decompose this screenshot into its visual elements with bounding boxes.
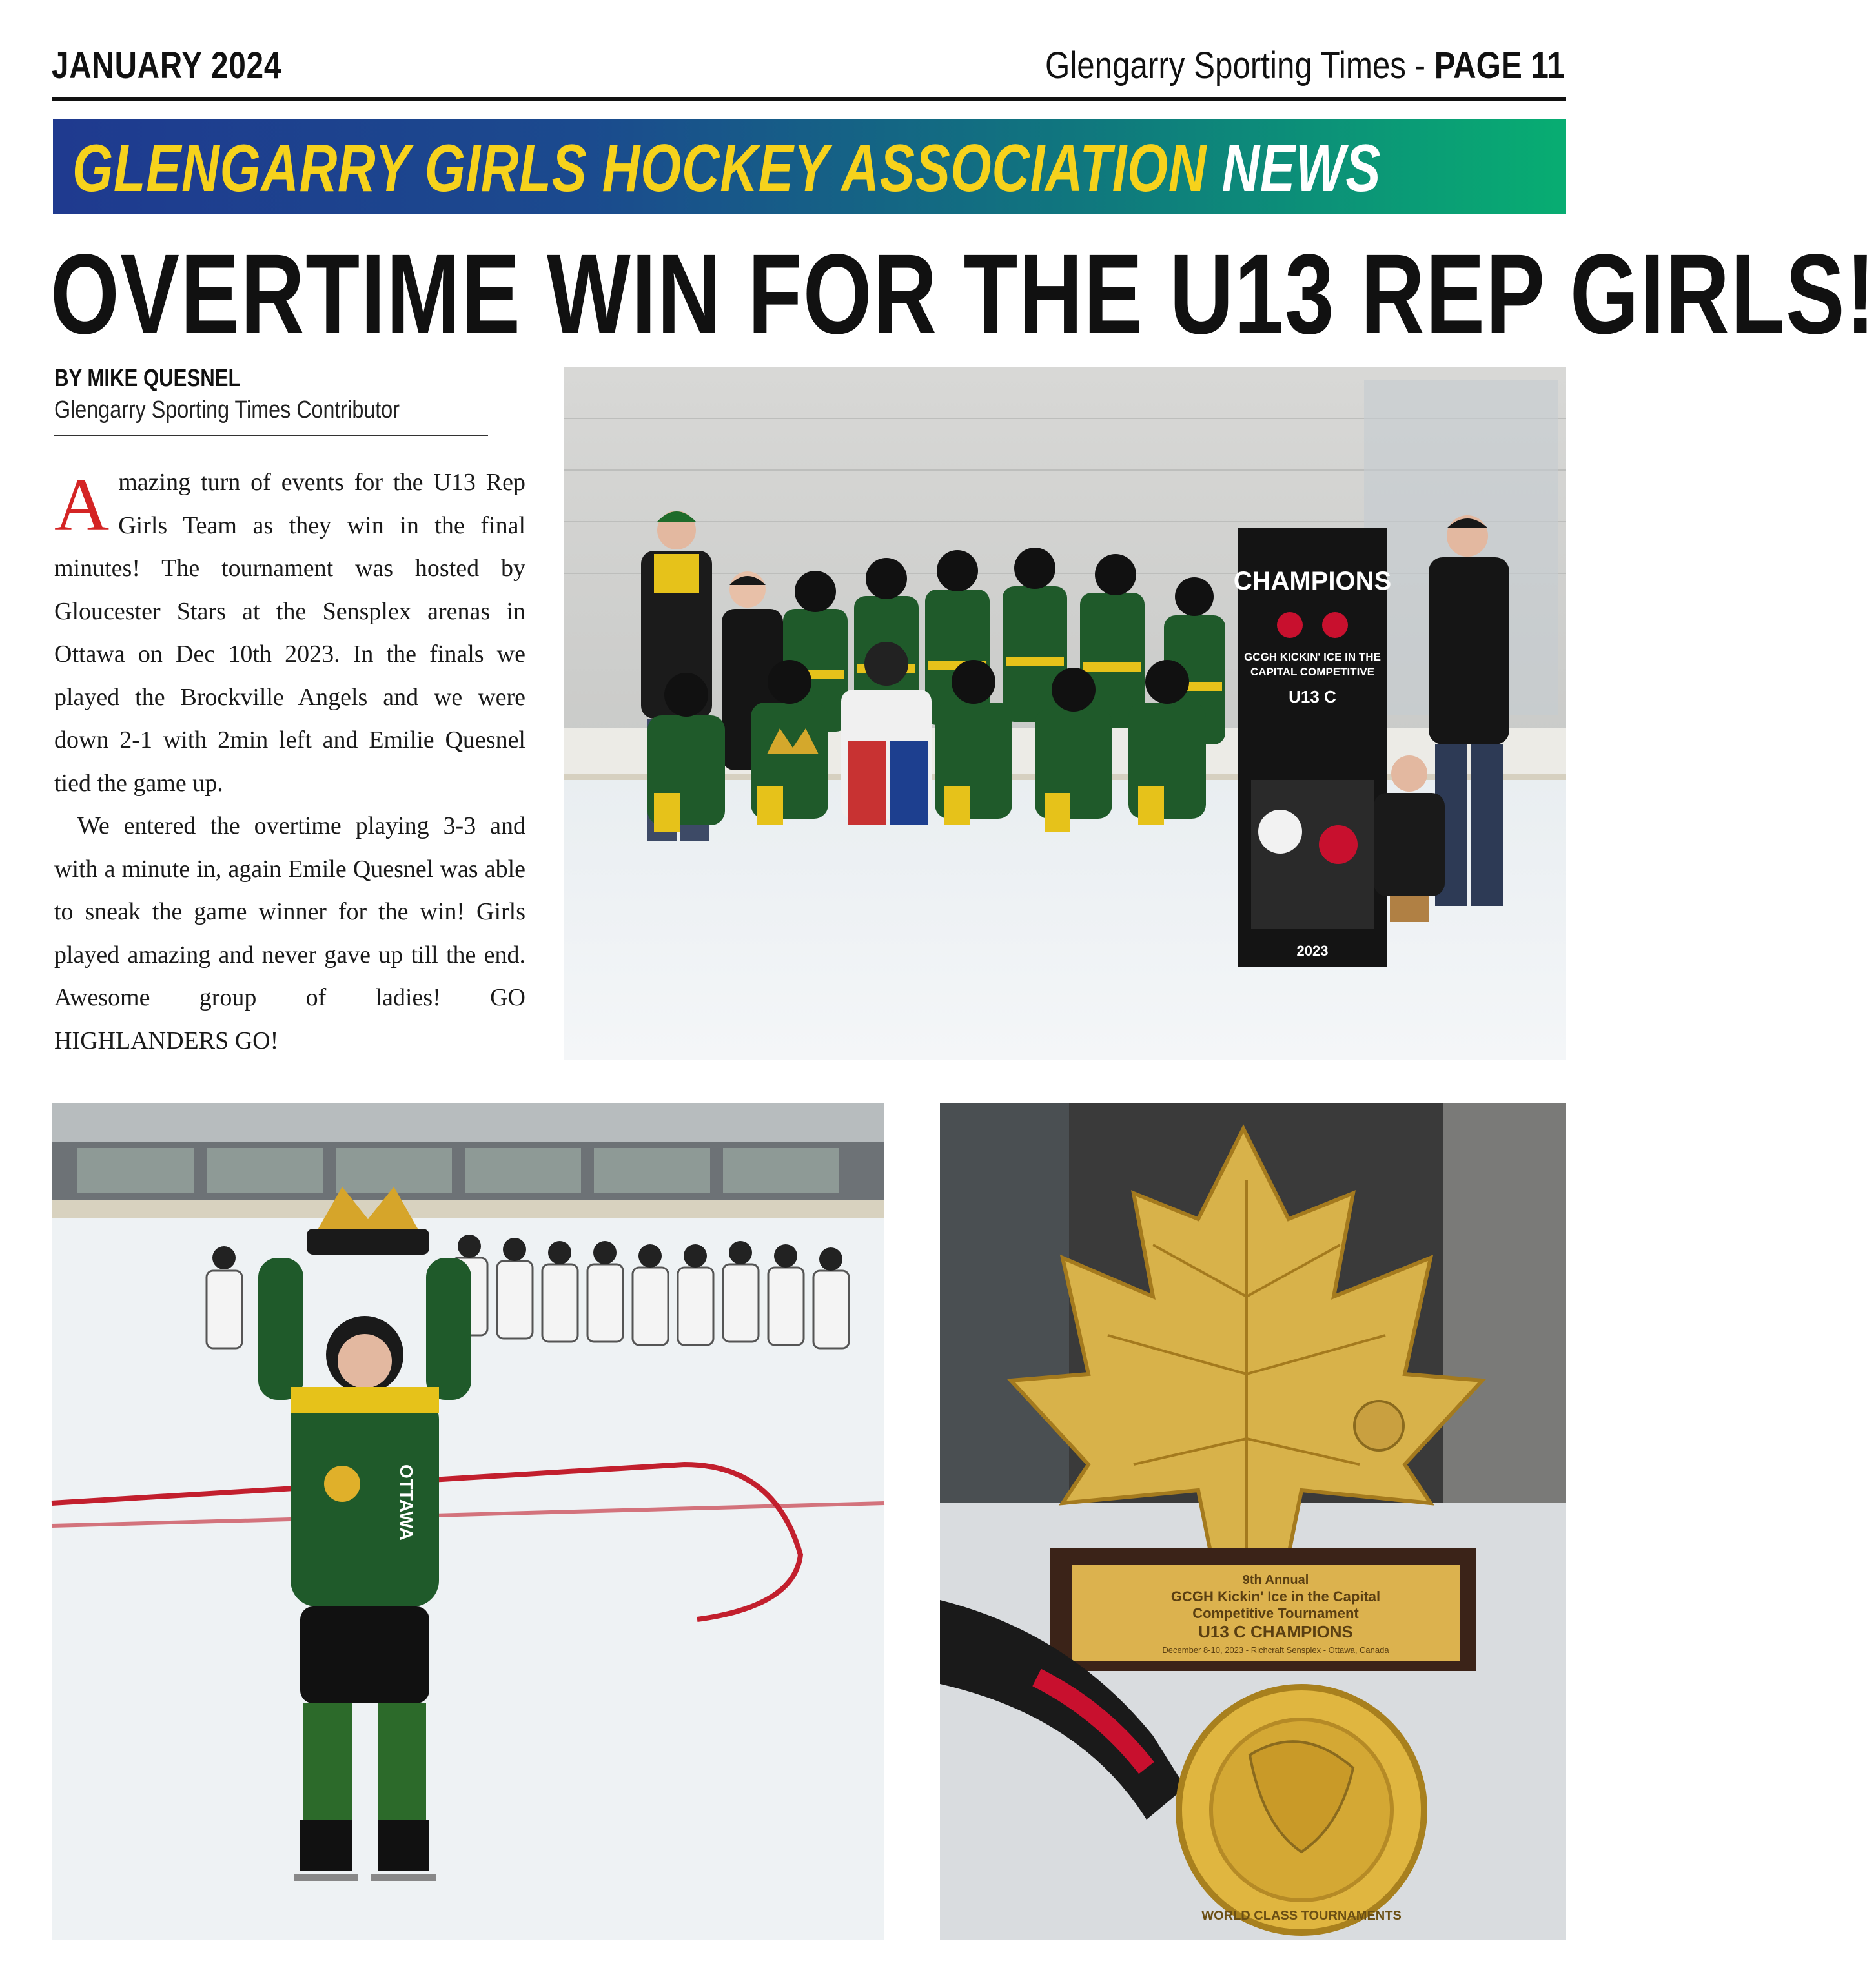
banner-division: U13 C [1289,687,1336,706]
section-banner [53,119,1566,214]
plaque-line-5: December 8-10, 2023 - Richcraft Sensplex - Ottawa, Canada [1162,1645,1389,1655]
jersey-text: OTTAWA [396,1464,416,1541]
paragraph-text: mazing turn of events for the U13 Rep Girls Team as they win in the final minutes! The tournament was hosted by Gloucester Stars at the Sensplex arenas in Ottawa on Dec 10th 2023. In the finals we played the Brockville Angels and we were down 2-1 with 2min left and Emilie Quesnel tied the game up. [54,469,525,797]
article-body [54,461,525,1062]
page-number: PAGE 11 [1434,45,1565,87]
player-trophy-photo [52,1103,884,1940]
publication-line [1045,44,1565,87]
article-paragraph [54,461,525,805]
author-role: Glengarry Sporting Times Contributor [54,396,400,424]
plaque-line-2: GCGH Kickin' Ice in the Capital [1170,1588,1381,1605]
banner-year: 2023 [1296,943,1329,959]
drop-cap: A [54,462,110,547]
medal-text: WORLD CLASS TOURNAMENTS [1201,1909,1402,1923]
article-headline: OVERTIME WIN FOR THE U13 REP GIRLS! [50,231,1876,358]
section-label: NEWS [1221,131,1382,206]
article-byline: BY MIKE QUESNEL [54,365,241,392]
banner-line-1: GCGH KICKIN' ICE IN THE [1244,651,1381,663]
plaque-line-1: 9th Annual [1242,1573,1309,1587]
section-banner-text [72,130,1381,207]
banner-line-2: CAPITAL COMPETITIVE [1250,666,1375,678]
team-photo-illustration [564,367,1566,1060]
player-trophy-illustration [52,1103,884,1940]
issue-date: JANUARY 2024 [52,45,282,87]
trophy-medal-photo [940,1103,1566,1940]
team-photo [564,367,1566,1060]
plaque-line-4: U13 C CHAMPIONS [1198,1622,1353,1641]
header-rule [52,97,1566,101]
publication-name: Glengarry Sporting Times - [1045,45,1435,87]
byline-divider [54,435,488,436]
trophy-medal-illustration [940,1103,1566,1940]
banner-title: CHAMPIONS [1233,567,1392,595]
section-org: GLENGARRY GIRLS HOCKEY ASSOCIATION [72,131,1207,206]
article-paragraph: We entered the overtime playing 3-3 and with a minute in, again Emile Quesnel was able to sneak the game winner for the win! Girls played amazing and never gave up till the end. Awesome group of ladies! GO HIGHLANDERS GO! [54,812,525,1054]
plaque-line-3: Competitive Tournament [1192,1605,1359,1621]
